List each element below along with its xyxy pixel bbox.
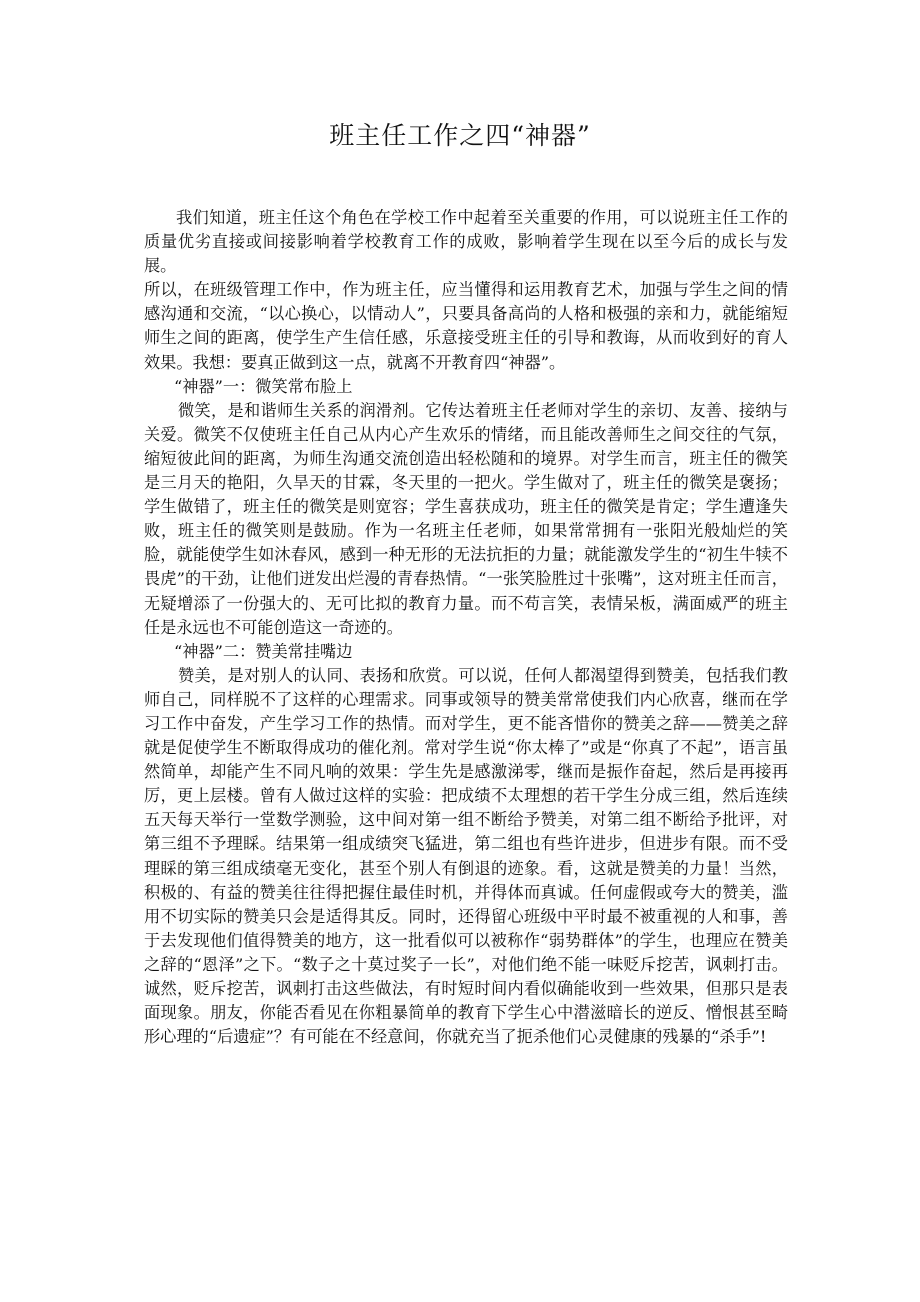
section-heading-praise: “神器”二：赞美常挂嘴边 bbox=[174, 641, 353, 661]
paragraph-intro: 我们知道，班主任这个角色在学校工作中起着至关重要的作用，可以说班主任工作的质量优劣直接或间接影响着学校教育工作的成败，影响着学生现在以至今后的成长与发展。 bbox=[144, 208, 788, 276]
paragraph-praise: 赞美，是对别人的认同、表扬和欣赏。可以说，任何人都渴望得到赞美，包括我们教师自己，同样脱不了这样的心理需求。同事或领导的赞美常常使我们内心欣喜，继而在学习工作中奋发，产生学习工作的热情。而对学生，更不能吝惜你的赞美之辞——赞美之辞就是促使学生不断取得成功的催化剂。常对学生说“你太棒了”或是“你真了不起”，语言虽然简单，却能产生不同凡响的效果：学生先是感激涕零，继而是振作奋起，然后是再接再厉，更上层楼。曾有人做过这样的实验：把成绩不太理想的若干学生分成三组，然后连续五天每天举行一堂数学测验，这中间对第一组不断给予赞美，对第二组不断给予批评，对第三组不予理睬。结果第一组成绩突飞猛进，第二组也有些许进步，但进步有限。而不受理睬的第三组成绩毫无变化，甚至个别人有倒退的迹象。看，这就是赞美的力量！当然，积极的、有益的赞美往往得把握住最佳时机，并得体而真诚。任何虚假或夸大的赞美，滥用不切实际的赞美只会是适得其反。同时，还得留心班级中平时最不被重视的人和事，善于去发现他们值得赞美的地方，这一批看似可以被称作“弱势群体”的学生，也理应在赞美之辞的“恩泽”之下。“数子之十莫过奖子一长”，对他们绝不能一味贬斥挖苦，讽刺打击。诚然，贬斥挖苦，讽刺打击这些做法，有时短时间内看似确能收到一些效果，但那只是表面现象。朋友，你能否看见在你粗暴简单的教育下学生心中潜滋暗长的逆反、憎恨甚至畸形心理的“后遗症”？有可能在不经意间，你就充当了扼杀他们心灵健康的残暴的“杀手”! bbox=[144, 665, 788, 1047]
document-body bbox=[144, 206, 788, 1049]
paragraph-suoyi: 所以，在班级管理工作中，作为班主任，应当懂得和运用教育艺术，加强与学生之间的情感沟通和交流，“以心换心，以情动人”，只要具备高尚的人格和极强的亲和力，就能缩短师生之间的距离，使学生产生信任感，乐意接受班主任的引导和教诲，从而收到好的育人效果。我想：要真正做到这一点，就离不开教育四“神器”。 bbox=[144, 280, 788, 372]
section-heading-smile: “神器”一：微笑常布脸上 bbox=[174, 376, 353, 396]
document-title: 班主任工作之四“神器” bbox=[329, 121, 591, 150]
paragraph-smile: 微笑，是和谐师生关系的润滑剂。它传达着班主任老师对学生的亲切、友善、接纳与关爱。微笑不仅使班主任自己从内心产生欢乐的情绪，而且能改善师生之间交往的气氛，缩短彼此间的距离，为师生沟通交流创造出轻松随和的境界。对学生而言，班主任的微笑是三月天的艳阳，久旱天的甘霖，冬天里的一把火。学生做对了，班主任的微笑是褒扬；学生做错了，班主任的微笑是则宽容；学生喜获成功，班主任的微笑是肯定；学生遭逢失败，班主任的微笑则是鼓励。作为一名班主任老师，如果常常拥有一张阳光般灿烂的笑脸，就能使学生如沐春风，感到一种无形的无法抗拒的力量；就能激发学生的“初生牛犊不畏虎”的干劲，让他们迸发出烂漫的青春热情。“一张笑脸胜过十张嘴”，这对班主任而言，无疑增添了一份强大的、无可比拟的教育力量。而不苟言笑，表情呆板，满面威严的班主任是永远也不可能创造这一奇迹的。 bbox=[144, 400, 788, 637]
